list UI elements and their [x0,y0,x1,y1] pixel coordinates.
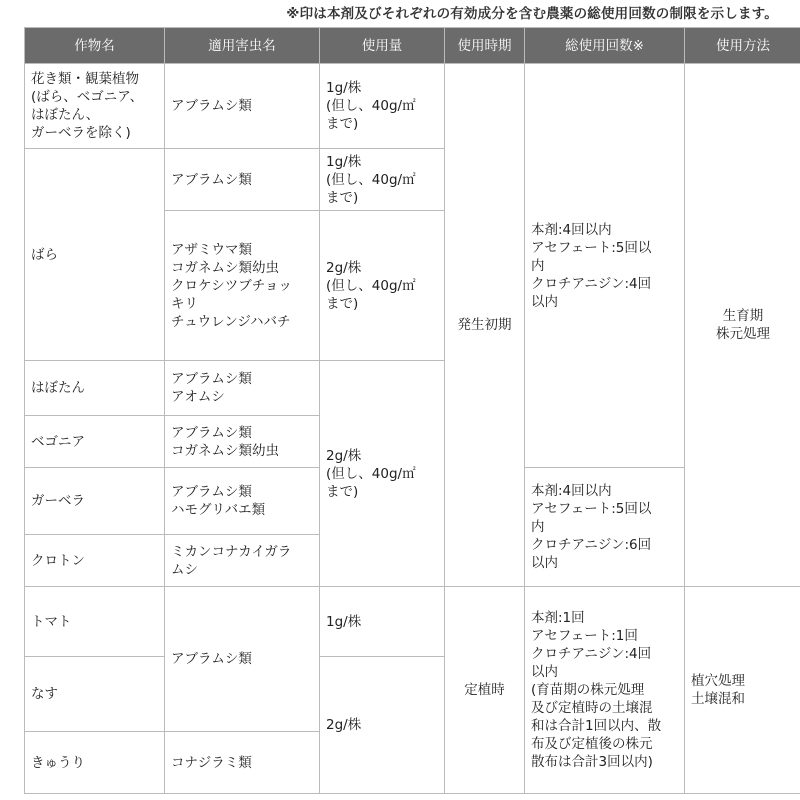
total-uses-cell: 本剤:4回以内 アセフェート:5回以 内 クロチアニジン:6回 以内 [525,468,685,587]
pest-cell: アブラムシ類 ハモグリバエ類 [165,468,320,535]
header-total: 総使用回数※ [525,28,685,64]
table-row [25,587,800,657]
crop-cell: クロトン [25,535,165,587]
crop-cell: はぼたん [25,361,165,416]
amount-cell: 2g/株 [320,657,445,794]
pest-cell: コナジラミ類 [165,732,320,794]
header-pest: 適用害虫名 [165,28,320,64]
header-row [25,28,800,64]
timing-cell: 定植時 [445,587,525,794]
total-uses-cell: 本剤:4回以内 アセフェート:5回以 内 クロチアニジン:4回 以内 [525,64,685,468]
header-timing: 使用時期 [445,28,525,64]
pesticide-usage-table [24,27,800,794]
pest-cell: アブラムシ類 [165,149,320,211]
amount-cell: 1g/株 (但し、40g/㎡ まで) [320,64,445,149]
crop-cell: ベゴニア [25,416,165,468]
crop-cell: なす [25,657,165,732]
amount-cell: 1g/株 (但し、40g/㎡ まで) [320,149,445,211]
header-crop: 作物名 [25,28,165,64]
amount-cell: 2g/株 (但し、40g/㎡ まで) [320,211,445,361]
total-uses-cell: 本剤:1回 アセフェート:1回 クロチアニジン:4回 以内 (育苗期の株元処理 及び定植時の土壌混 和は合計1回以内、散 布及び定植後の株元 散布は合計3回以内) [525,587,685,794]
restriction-note: ※印は本剤及びそれぞれの有効成分を含む農薬の総使用回数の制限を示します。 [286,6,778,22]
crop-cell: ばら [25,149,165,361]
pest-cell: アザミウマ類 コガネムシ類幼虫 クロケシツブチョッ キリ チュウレンジハバチ [165,211,320,361]
amount-cell: 2g/株 (但し、40g/㎡ まで) [320,361,445,587]
header-method: 使用方法 [685,28,800,64]
amount-cell: 1g/株 [320,587,445,657]
crop-cell: 花き類・観葉植物 (ばら、ベゴニア、 はぼたん、 ガーベラを除く) [25,64,165,149]
pest-cell: ミカンコナカイガラ ムシ [165,535,320,587]
method-cell: 植穴処理 土壌混和 [685,587,800,794]
table-row [25,64,800,149]
crop-cell: ガーベラ [25,468,165,535]
timing-cell: 発生初期 [445,64,525,587]
header-amount: 使用量 [320,28,445,64]
crop-cell: きゅうり [25,732,165,794]
pest-cell: アブラムシ類 コガネムシ類幼虫 [165,416,320,468]
pest-cell: アブラムシ類 [165,587,320,732]
pest-cell: アブラムシ類 [165,64,320,149]
method-cell: 生育期 株元処理 [685,64,800,587]
crop-cell: トマト [25,587,165,657]
pest-cell: アブラムシ類 アオムシ [165,361,320,416]
